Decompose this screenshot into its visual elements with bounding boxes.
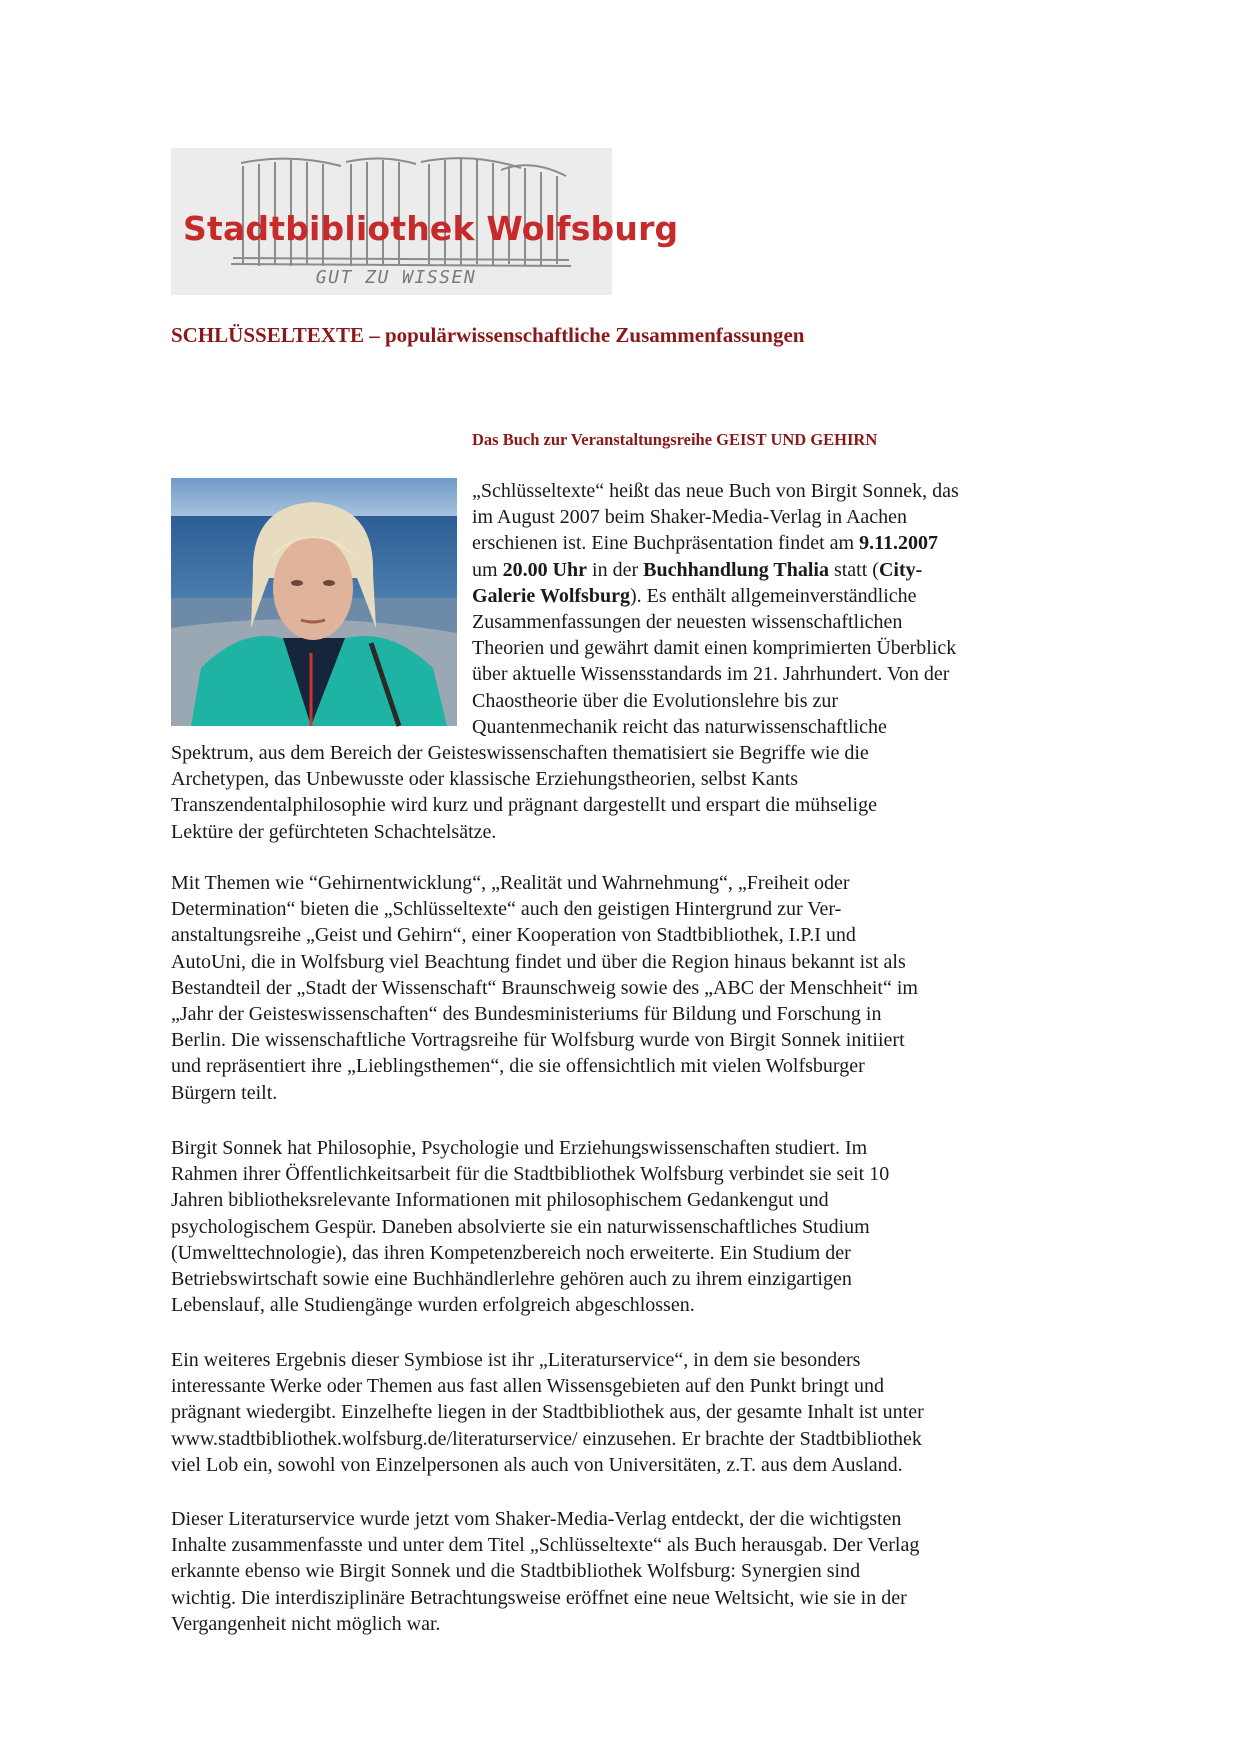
text-line: prägnant wiedergibt. Einzelhefte liegen in der Stadtbibliothek aus, der gesamte Inhalt ist unter — [171, 1401, 924, 1424]
paragraph-themes — [171, 870, 1057, 1106]
text-line: anstaltungsreihe „Geist und Gehirn“, einer Kooperation von Stadtbibliothek, I.P.I und — [171, 924, 856, 947]
text-line: im August 2007 beim Shaker-Media-Verlag in Aachen — [472, 506, 908, 529]
text-line: Zusammenfassungen der neuesten wissenschaftlichen — [472, 611, 903, 634]
paragraph-publisher — [171, 1506, 1057, 1637]
text-line: viel Lob ein, sowohl von Einzelpersonen als auch von Universitäten, z.T. aus dem Ausland. — [171, 1453, 903, 1476]
text-line: Spektrum, aus dem Bereich der Geisteswissenschaften thematisiert sie Begriffe wie die — [171, 742, 869, 764]
event-location: City- — [878, 558, 923, 581]
intro-paragraph-bottom — [171, 740, 1057, 845]
text-line: Transzendentalphilosophie wird kurz und prägnant dargestellt und erspart die mühselige — [171, 794, 877, 817]
event-time: 20.00 Uhr — [502, 558, 588, 581]
text-line: erschienen ist. Eine Buchpräsentation findet am 9.11.2007 — [472, 532, 939, 555]
event-date: 9.11.2007 — [859, 532, 939, 555]
text-line: Dieser Literaturservice wurde jetzt vom Shaker-Media-Verlag entdeckt, der die wichtigsten — [171, 1508, 902, 1530]
text-line: Bürgern teilt. — [171, 1081, 278, 1104]
text-line: Lektüre der gefürchteten Schachtelsätze. — [171, 820, 497, 843]
intro-paragraph-top — [472, 478, 1057, 740]
text-line: Jahren bibliotheksrelevante Informationen mit philosophischem Gedankengut und — [171, 1189, 829, 1212]
text-line: Inhalte zusammenfasste und unter dem Titel „Schlüsseltexte“ als Buch herausgab. Der Verlag — [171, 1534, 920, 1557]
text-line: Chaostheorie über die Evolutionslehre bis zur — [472, 689, 839, 712]
text-line: „Jahr der Geisteswissenschaften“ des Bundesministeriums für Bildung und Forschung in — [171, 1003, 882, 1026]
text-line: Berlin. Die wissenschaftliche Vortragsreihe für Wolfsburg wurde von Birgit Sonnek initiiert — [171, 1029, 905, 1052]
text-line: Birgit Sonnek hat Philosophie, Psychologie und Erziehungswissenschaften studiert. Im — [171, 1137, 868, 1159]
text-line: Betriebswirtschaft sowie eine Buchhändlerlehre gehören auch zu ihrem einzigartigen — [171, 1268, 852, 1291]
paragraph-literaturservice — [171, 1347, 1057, 1478]
text-line: (Umwelttechnologie), das ihren Kompetenzbereich noch erweiterte. Ein Studium der — [171, 1241, 851, 1264]
text-line: Rahmen ihrer Öffentlichkeitsarbeit für die Stadtbibliothek Wolfsburg verbindet sie seit 10 — [171, 1163, 890, 1186]
text-line: um 20.00 Uhr in der Buchhandlung Thalia statt (City- — [472, 558, 923, 581]
logo-name: Stadtbibliothek Wolfsburg — [183, 209, 679, 248]
text-line: Mit Themen wie “Gehirnentwicklung“, „Realität und Wahrnehmung“, „Freiheit oder — [171, 872, 850, 894]
text-line: interessante Werke oder Themen aus fast allen Wissensgebieten auf den Punkt bringt und — [171, 1375, 884, 1398]
author-photo — [171, 478, 457, 726]
text-line: Vergangenheit nicht möglich war. — [171, 1612, 441, 1635]
logo-slogan: GUT ZU WISSEN — [315, 267, 477, 288]
event-location-cont: Galerie Wolfsburg — [472, 584, 630, 607]
page-title: SCHLÜSSELTEXTE – populärwissenschaftliche Zusammenfassungen — [171, 323, 805, 347]
text-line: Theorien und gewährt damit einen komprimierten Überblick — [472, 637, 957, 660]
text-line: www.stadtbibliothek.wolfsburg.de/literaturservice/ einzusehen. Er brachte der Stadtbibliothek — [171, 1427, 922, 1450]
text-line: AutoUni, die in Wolfsburg viel Beachtung findet und über die Region hinaus bekannt ist als — [171, 950, 906, 973]
paragraph-author-bio — [171, 1135, 1057, 1318]
text-line: wichtig. Die interdisziplinäre Betrachtungsweise eröffnet eine neue Weltsicht, wie sie in der — [171, 1586, 907, 1609]
text-line: Bestandteil der „Stadt der Wissenschaft“ Braunschweig sowie des „ABC der Menschheit“ im — [171, 976, 918, 999]
text-line: Quantenmechanik reicht das naturwissenschaftliche — [472, 715, 887, 738]
library-logo — [171, 148, 679, 295]
text-line: über aktuelle Wissensstandards im 21. Jahrhundert. Von der — [472, 663, 950, 686]
text-line: und repräsentiert ihre „Lieblingsthemen“, die sie offensichtlich mit vielen Wolfsburger — [171, 1055, 865, 1078]
text-line: erkannte ebenso wie Birgit Sonnek und die Stadtbibliothek Wolfsburg: Synergien sind — [171, 1560, 861, 1583]
text-line: „Schlüsseltexte“ heißt das neue Buch von Birgit Sonnek, das — [472, 480, 959, 502]
text-line: Galerie Wolfsburg). Es enthält allgemeinverständliche — [472, 584, 917, 607]
text-line: Lebenslauf, alle Studiengänge wurden erfolgreich abgeschlossen. — [171, 1294, 695, 1317]
text-line: Determination“ bieten die „Schlüsseltexte“ auch den geistigen Hintergrund zur Ver- — [171, 898, 842, 921]
text-line: psychologischem Gespür. Daneben absolvierte sie ein naturwissenschaftliches Studium — [171, 1215, 870, 1238]
text-line: Ein weiteres Ergebnis dieser Symbiose ist ihr „Literaturservice“, in dem sie besonders — [171, 1349, 861, 1371]
text-line: Archetypen, das Unbewusste oder klassische Erziehungstheorien, selbst Kants — [171, 768, 799, 791]
subtitle: Das Buch zur Veranstaltungsreihe GEIST UND GEHIRN — [472, 430, 878, 449]
event-venue: Buchhandlung Thalia — [643, 558, 829, 581]
